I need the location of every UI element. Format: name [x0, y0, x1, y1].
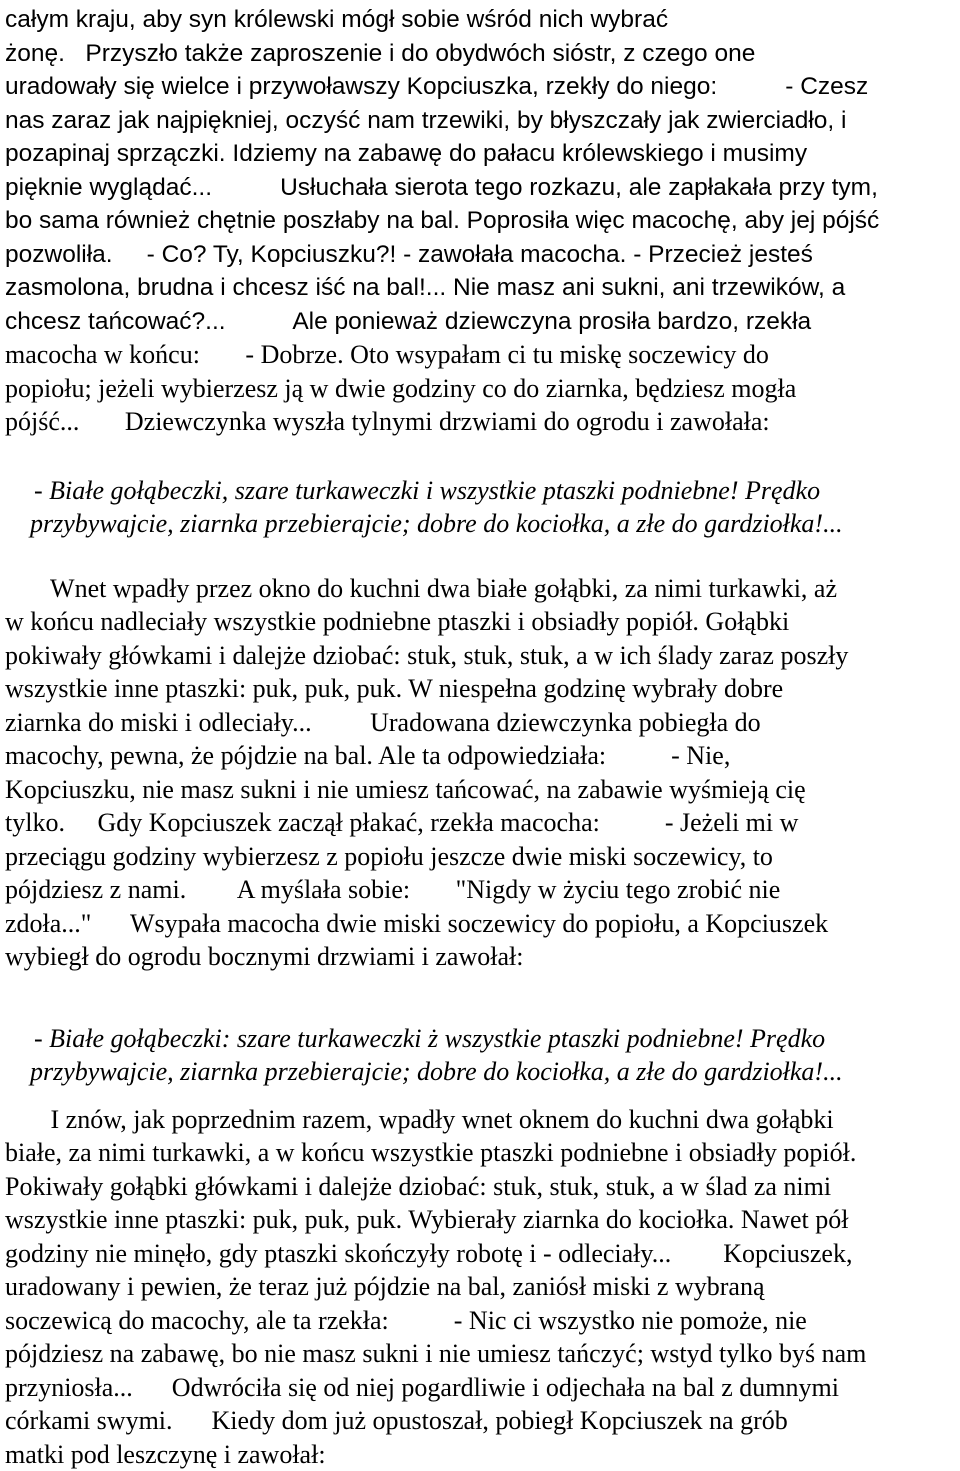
text-line: przeciągu godziny wybierzesz z popiołu jeszcze dwie miski soczewicy, to	[5, 840, 955, 874]
paragraph-1	[5, 3, 955, 439]
text-line: całym kraju, aby syn królewski mógł sobie wśród nich wybrać	[5, 3, 955, 37]
text-line: ziarnka do miski i odleciały... Uradowana dziewczynka pobiegła do	[5, 706, 955, 740]
text-line: żonę. Przyszło także zaproszenie i do obydwóch sióstr, z czego one	[5, 37, 955, 71]
verse-line: przybywajcie, ziarnka przebierajcie; dobre do kociołka, a złe do gardziołka!...	[5, 1055, 955, 1089]
verse-line: przybywajcie, ziarnka przebierajcie; dobre do kociołka, a złe do gardziołka!...	[5, 507, 955, 541]
text-line: soczewicą do macochy, ale ta rzekła: - Nic ci wszystko nie pomoże, nie	[5, 1304, 955, 1338]
verse-2	[5, 1022, 955, 1089]
text-line: przyniosła... Odwróciła się od niej pogardliwie i odjechała na bal z dumnymi	[5, 1371, 955, 1405]
text-line: pójdziesz z nami. A myślała sobie: "Nigdy w życiu tego zrobić nie	[5, 873, 955, 907]
text-line: uradowany i pewien, że teraz już pójdzie na bal, zaniósł miski z wybraną	[5, 1270, 955, 1304]
text-line: pięknie wyglądać... Usłuchała sierota tego rozkazu, ale zapłakała przy tym,	[5, 171, 955, 205]
paragraph-3	[5, 1103, 955, 1471]
text-line: macochy, pewna, że pójdzie na bal. Ale ta odpowiedziała: - Nie,	[5, 739, 955, 773]
text-line: pokiwały główkami i dalejże dziobać: stuk, stuk, stuk, a w ich ślady zaraz poszły	[5, 639, 955, 673]
text-line: zdoła..." Wsypała macocha dwie miski soczewicy do popiołu, a Kopciuszek	[5, 907, 955, 941]
text-line: wszystkie inne ptaszki: puk, puk, puk. Wybierały ziarnka do kociołka. Nawet pół	[5, 1203, 955, 1237]
verse-1	[5, 474, 955, 541]
text-line: bo sama również chętnie poszłaby na bal. Poprosiła więc macochę, aby jej pójść	[5, 204, 955, 238]
text-line: wszystkie inne ptaszki: puk, puk, puk. W niespełna godzinę wybrały dobre	[5, 672, 955, 706]
text-line: matki pod leszczynę i zawołał:	[5, 1438, 955, 1471]
text-line: godziny nie minęło, gdy ptaszki skończyły robotę i - odleciały... Kopciuszek,	[5, 1237, 955, 1271]
text-line: macocha w końcu: - Dobrze. Oto wsypałam ci tu miskę soczewicy do	[5, 338, 955, 372]
text-line: w końcu nadleciały wszystkie podniebne ptaszki i obsiadły popiół. Gołąbki	[5, 605, 955, 639]
text-line: córkami swymi. Kiedy dom już opustoszał, pobiegł Kopciuszek na grób	[5, 1404, 955, 1438]
text-line: pozapinaj sprzączki. Idziemy na zabawę do pałacu królewskiego i musimy	[5, 137, 955, 171]
document-page	[5, 0, 955, 1471]
text-line: wybiegł do ogrodu bocznymi drzwiami i zawołał:	[5, 940, 955, 974]
verse-line: - Białe gołąbeczki: szare turkaweczki ż wszystkie ptaszki podniebne! Prędko	[5, 1022, 955, 1056]
text-line: pójść... Dziewczynka wyszła tylnymi drzwiami do ogrodu i zawołała:	[5, 405, 955, 439]
paragraph-2	[5, 572, 955, 974]
text-line: białe, za nimi turkawki, a w końcu wszystkie ptaszki podniebne i obsiadły popiół.	[5, 1136, 955, 1170]
text-line: nas zaraz jak najpiękniej, oczyść nam trzewiki, by błyszczały jak zwierciadło, i	[5, 104, 955, 138]
verse-line: - Białe gołąbeczki, szare turkaweczki i wszystkie ptaszki podniebne! Prędko	[5, 474, 955, 508]
text-line: uradowały się wielce i przywoławszy Kopciuszka, rzekły do niego: - Czesz	[5, 70, 955, 104]
text-line: Pokiwały gołąbki główkami i dalejże dziobać: stuk, stuk, stuk, a w ślad za nimi	[5, 1170, 955, 1204]
text-line: I znów, jak poprzednim razem, wpadły wnet oknem do kuchni dwa gołąbki	[5, 1103, 955, 1137]
text-line: Wnet wpadły przez okno do kuchni dwa białe gołąbki, za nimi turkawki, aż	[5, 572, 955, 606]
text-line: chcesz tańcować?... Ale ponieważ dziewczyna prosiła bardzo, rzekła	[5, 305, 955, 339]
text-line: pójdziesz na zabawę, bo nie masz sukni i nie umiesz tańczyć; wstyd tylko byś nam	[5, 1337, 955, 1371]
text-line: popiołu; jeżeli wybierzesz ją w dwie godziny co do ziarnka, będziesz mogła	[5, 372, 955, 406]
text-line: pozwoliła. - Co? Ty, Kopciuszku?! - zawołała macocha. - Przecież jesteś	[5, 238, 955, 272]
text-line: tylko. Gdy Kopciuszek zaczął płakać, rzekła macocha: - Jeżeli mi w	[5, 806, 955, 840]
text-line: Kopciuszku, nie masz sukni i nie umiesz tańcować, na zabawie wyśmieją cię	[5, 773, 955, 807]
text-line: zasmolona, brudna i chcesz iść na bal!... Nie masz ani sukni, ani trzewików, a	[5, 271, 955, 305]
